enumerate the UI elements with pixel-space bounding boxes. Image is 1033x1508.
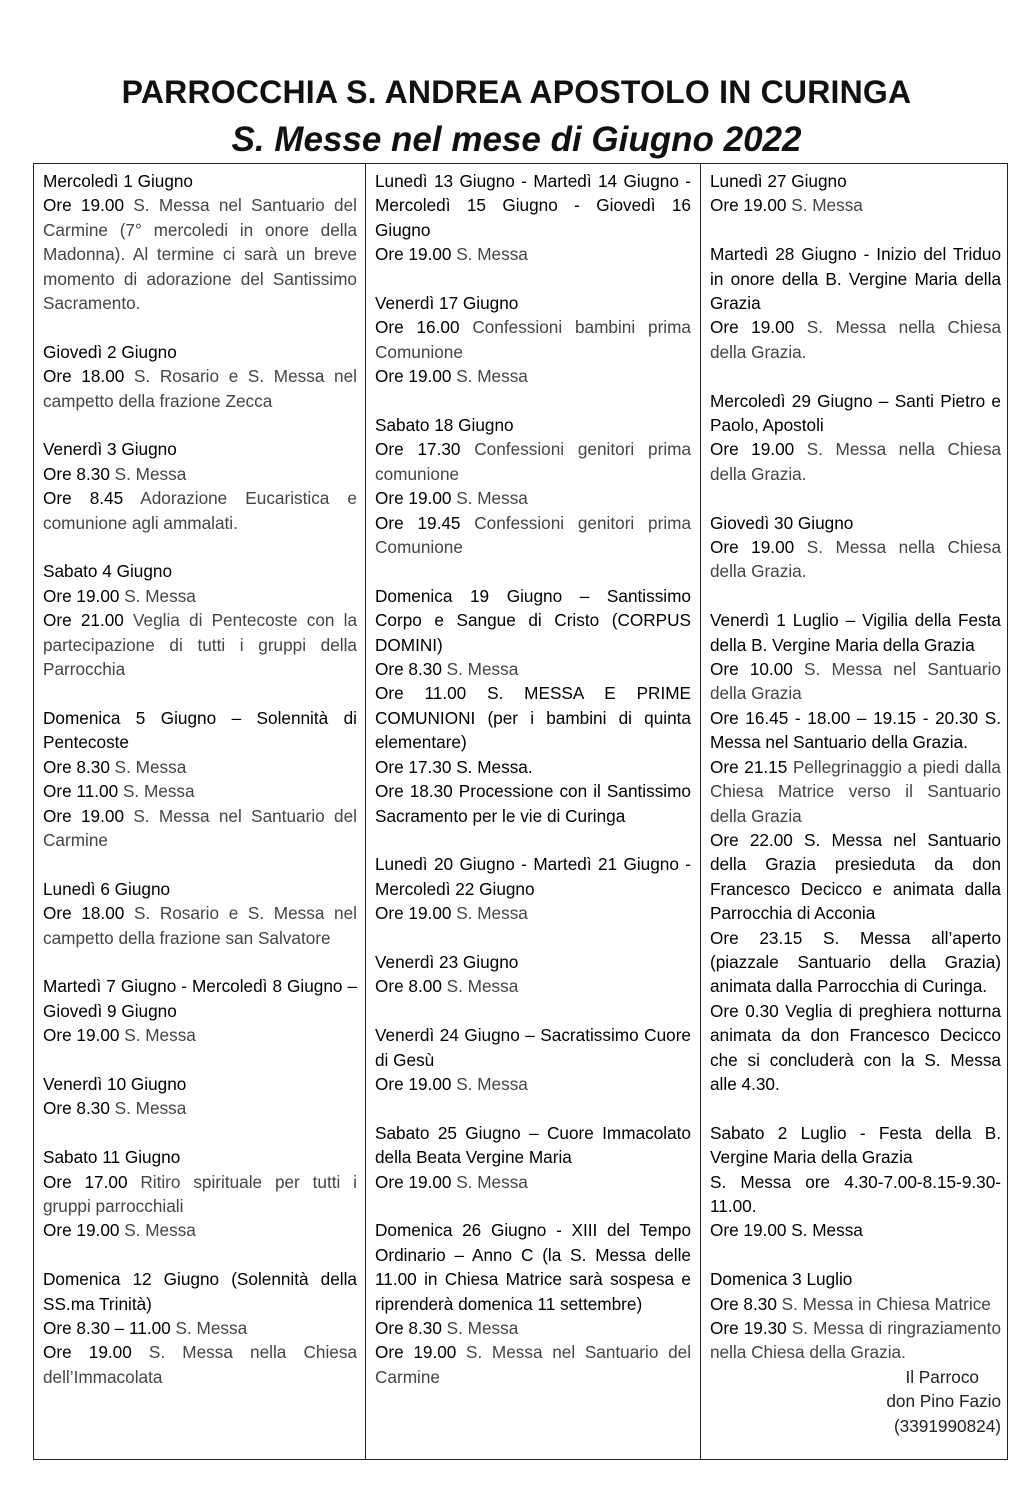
entry-time: Ore 19.00 bbox=[710, 317, 795, 338]
entry-time: Ore 17.00 bbox=[43, 1171, 128, 1192]
entry-time: Ore 19.30 bbox=[710, 1318, 787, 1338]
schedule-entry bbox=[710, 608, 1001, 1096]
entry-text: S. Messa in Chiesa Matrice bbox=[776, 1293, 991, 1314]
entry-line bbox=[375, 657, 691, 681]
schedule-entry bbox=[43, 1072, 357, 1121]
entry-time: Ore 19.00 bbox=[375, 1073, 452, 1094]
entry-time: Ore 19.00 bbox=[710, 439, 795, 460]
entry-line bbox=[43, 1316, 357, 1340]
entry-line bbox=[43, 1218, 357, 1242]
entry-time: Ore 10.00 bbox=[710, 659, 793, 680]
entry-time: Ore 8.30 bbox=[43, 1098, 110, 1119]
entry-heading: Sabato 11 Giugno bbox=[43, 1147, 181, 1168]
entry-text: S. Messa bbox=[118, 781, 195, 802]
entry-heading: Venerdì 3 Giugno bbox=[43, 439, 177, 460]
entry-line bbox=[375, 315, 691, 364]
entry-line bbox=[375, 486, 691, 510]
entry-spacer bbox=[43, 315, 357, 339]
entry-text: S. Messa nella Chiesa dell’Immacolata bbox=[43, 1342, 357, 1387]
entry-spacer bbox=[375, 389, 691, 413]
schedule-entry bbox=[43, 169, 357, 315]
entry-time: Ore 11.00 S. MESSA E PRIME COMUNIONI (per i bambini di quinta elementare) bbox=[375, 683, 691, 753]
entry-heading: Lunedì 13 Giugno - Martedì 14 Giugno - Mercoledì 15 Giugno - Giovedì 16 Giugno bbox=[375, 171, 691, 240]
entry-text: S. Messa nel Santuario del Carmine bbox=[375, 1342, 692, 1387]
entry-time: Ore 19.00 bbox=[43, 195, 124, 216]
schedule-column-1 bbox=[43, 169, 357, 1389]
entry-spacer bbox=[43, 535, 357, 559]
entry-line bbox=[43, 1170, 357, 1219]
entry-spacer bbox=[375, 1096, 691, 1120]
schedule-entry bbox=[375, 1121, 691, 1194]
schedule-entry bbox=[43, 340, 357, 413]
entry-time: Ore 16.45 - 18.00 – 19.15 - 20.30 S. Messa nel Santuario della Grazia. bbox=[710, 707, 1001, 753]
entry-heading: Sabato 4 Giugno bbox=[43, 561, 173, 582]
entry-line bbox=[710, 193, 1001, 217]
entry-text: S. Messa bbox=[119, 585, 196, 606]
entry-text: Adorazione Eucaristica e comunione agli ammalati. bbox=[43, 488, 357, 533]
entry-time: Ore 8.30 bbox=[375, 1317, 442, 1338]
entry-line bbox=[710, 999, 1001, 1097]
entry-heading: Venerdì 17 Giugno bbox=[375, 293, 519, 314]
entry-spacer bbox=[375, 999, 691, 1023]
entry-time: Ore 8.30 – 11.00 bbox=[43, 1317, 171, 1338]
entry-text: S. Messa di ringraziamento nella Chiesa della Grazia. bbox=[710, 1318, 1001, 1363]
signature-line: don Pino Fazio bbox=[886, 1391, 1001, 1412]
entry-line bbox=[43, 462, 357, 486]
entry-heading: Sabato 2 Luglio - Festa della B. Vergine Maria della Grazia bbox=[710, 1122, 1001, 1168]
schedule-entry bbox=[710, 389, 1001, 487]
entry-text: S. Messa bbox=[451, 366, 528, 387]
entry-text: S. Messa bbox=[451, 488, 528, 509]
entry-line bbox=[43, 608, 357, 681]
entry-text: S. Messa nella Chiesa della Grazia. bbox=[710, 317, 1002, 362]
entry-spacer bbox=[375, 559, 691, 583]
entry-time: Ore 18.00 bbox=[43, 366, 125, 387]
entry-spacer bbox=[43, 1243, 357, 1267]
entry-line bbox=[375, 779, 691, 828]
entry-text: S. Messa bbox=[451, 903, 528, 924]
entry-spacer bbox=[43, 681, 357, 705]
entry-text: S. Messa bbox=[109, 1098, 187, 1119]
entry-text: S. Messa bbox=[786, 195, 863, 216]
entry-line bbox=[710, 315, 1001, 364]
entry-spacer bbox=[375, 828, 691, 852]
entry-line bbox=[375, 511, 691, 560]
entry-time: Ore 19.00 bbox=[710, 195, 787, 216]
entry-spacer bbox=[375, 1194, 691, 1218]
entry-time: Ore 19.00 bbox=[43, 1342, 132, 1363]
entry-time: Ore 19.00 bbox=[43, 1025, 120, 1046]
entry-time: Ore 23.15 S. Messa all’aperto (piazzale Santuario della Grazia) animata dalla Parrocchia di Curinga. bbox=[710, 927, 1001, 997]
entry-line bbox=[43, 779, 357, 803]
schedule-entry bbox=[43, 437, 357, 535]
entry-heading: Martedì 28 Giugno - Inizio del Triduo in onore della B. Vergine Maria della Grazia bbox=[710, 244, 1001, 314]
entry-text: S. Messa nella Chiesa della Grazia. bbox=[710, 537, 1002, 582]
entry-spacer bbox=[710, 1096, 1001, 1120]
schedule-entry bbox=[375, 413, 691, 559]
entry-line bbox=[710, 657, 1001, 706]
entry-text: Veglia di Pentecoste con la partecipazione di tutti i gruppi della Parrocchia bbox=[43, 610, 358, 680]
entry-time: Ore 17.30 bbox=[375, 439, 461, 460]
signature bbox=[710, 1365, 1001, 1438]
entry-text: Confessioni genitori prima comunione bbox=[375, 439, 692, 484]
entry-line bbox=[43, 1340, 357, 1389]
entry-time: Ore 18.30 Processione con il Santissimo Sacramento per le vie di Curinga bbox=[375, 781, 691, 826]
entry-time: Ore 0.30 Veglia di preghiera notturna animata da don Francesco Decicco che si concluderà con la S. Messa alle 4.30. bbox=[710, 1000, 1001, 1094]
entry-time: Ore 19.00 bbox=[710, 537, 795, 558]
schedule-entry bbox=[43, 706, 357, 852]
entry-line bbox=[375, 755, 691, 779]
page-subtitle: S. Messe nel mese di Giugno 2022 bbox=[231, 120, 802, 159]
entry-text: Confessioni genitori prima Comunione bbox=[375, 512, 692, 558]
column-divider bbox=[365, 164, 366, 1459]
entry-time: Ore 8.30 bbox=[43, 463, 110, 484]
entry-line bbox=[710, 828, 1001, 926]
entry-time: Ore 19.00 bbox=[375, 244, 452, 265]
entry-heading: Domenica 12 Giugno (Solennità della SS.ma Trinità) bbox=[43, 1269, 357, 1314]
entry-text: S. Messa bbox=[441, 659, 519, 680]
entry-time: Ore 8.30 bbox=[43, 756, 110, 777]
entry-heading: Venerdì 10 Giugno bbox=[43, 1073, 187, 1094]
entry-line bbox=[375, 364, 691, 388]
entry-text: S. Messa bbox=[119, 1220, 196, 1241]
entry-spacer bbox=[43, 950, 357, 974]
entry-time: Ore 8.30 bbox=[710, 1293, 777, 1314]
entry-time: Ore 19.00 bbox=[375, 1342, 457, 1363]
entry-line bbox=[710, 755, 1001, 828]
schedule-entry bbox=[710, 1267, 1001, 1365]
entry-spacer bbox=[375, 267, 691, 291]
entry-text: S. Messa nel Santuario del Carmine (7° mercoledi in onore della Madonna). Al termine ci sarà un breve momento di adorazione del Santissimo Sacramento. bbox=[43, 195, 357, 314]
entry-text: S. Messa bbox=[109, 463, 187, 484]
entry-text: S. Messa bbox=[170, 1317, 248, 1338]
entry-text: S. Messa bbox=[441, 1317, 519, 1338]
entry-heading: Venerdì 24 Giugno – Sacratissimo Cuore di Gesù bbox=[375, 1025, 691, 1070]
entry-time: Ore 22.00 S. Messa nel Santuario della Grazia presieduta da don Francesco Decicco e animata dalla Parrocchia di Acconia bbox=[710, 829, 1001, 924]
entry-line bbox=[375, 437, 691, 486]
entry-heading: Domenica 26 Giugno - XIII del Tempo Ordinario – Anno C (la S. Messa delle 11.00 in Chiesa Matrice sarà sospesa e riprenderà domenica 11 settembre) bbox=[375, 1220, 691, 1314]
entry-spacer bbox=[43, 1121, 357, 1145]
schedule-entry bbox=[375, 169, 691, 267]
entry-spacer bbox=[710, 584, 1001, 608]
entry-line bbox=[710, 1316, 1001, 1365]
entry-line bbox=[375, 1170, 691, 1194]
schedule-entry bbox=[43, 877, 357, 950]
schedule-column-3 bbox=[710, 169, 1001, 1438]
entry-text: Ritiro spirituale per tutti i gruppi parrocchiali bbox=[43, 1171, 357, 1216]
entry-spacer bbox=[375, 926, 691, 950]
schedule-entry bbox=[375, 584, 691, 828]
entry-text: Confessioni bambini prima Comunione bbox=[375, 317, 691, 362]
schedule-entry bbox=[375, 1218, 691, 1389]
entry-time: S. Messa ore 4.30-7.00-8.15-9.30-11.00. bbox=[710, 1171, 1001, 1216]
entry-text: Pellegrinaggio a piedi dalla Chiesa Matrice verso il Santuario della Grazia bbox=[710, 756, 1001, 826]
schedule-entry bbox=[43, 559, 357, 681]
entry-line bbox=[43, 193, 357, 315]
entry-line bbox=[43, 1096, 357, 1120]
entry-time: Ore 11.00 bbox=[43, 781, 119, 802]
entry-line bbox=[710, 1170, 1001, 1219]
entry-line bbox=[375, 242, 691, 266]
entry-time: Ore 19.00 bbox=[43, 805, 124, 826]
entry-time: Ore 8.00 bbox=[375, 976, 442, 997]
schedule-column-2 bbox=[375, 169, 691, 1389]
entry-line bbox=[43, 486, 357, 535]
entry-time: Ore 19.45 bbox=[375, 512, 461, 533]
schedule-entry bbox=[375, 852, 691, 925]
entry-time: Ore 19.00 bbox=[43, 585, 120, 606]
entry-time: Ore 19.00 bbox=[43, 1220, 120, 1241]
entry-line bbox=[43, 901, 357, 950]
schedule-entry bbox=[710, 511, 1001, 584]
entry-heading: Lunedì 6 Giugno bbox=[43, 878, 171, 899]
schedule-entry bbox=[43, 1145, 357, 1243]
entry-time: Ore 16.00 bbox=[375, 317, 460, 338]
entry-spacer bbox=[43, 413, 357, 437]
entry-text: S. Messa nel Santuario del Carmine bbox=[43, 805, 357, 850]
entry-line bbox=[375, 974, 691, 998]
signature-line: Il Parroco bbox=[905, 1366, 979, 1387]
entry-heading: Lunedì 20 Giugno - Martedì 21 Giugno - Mercoledì 22 Giugno bbox=[375, 854, 691, 899]
entry-heading: Lunedì 27 Giugno bbox=[710, 171, 847, 191]
entry-spacer bbox=[710, 486, 1001, 510]
entry-line bbox=[43, 364, 357, 413]
entry-time: Ore 8.45 bbox=[43, 488, 124, 509]
entry-text: S. Messa bbox=[451, 244, 528, 265]
entry-heading: Domenica 19 Giugno – Santissimo Corpo e Sangue di Cristo (CORPUS DOMINI) bbox=[375, 585, 691, 655]
entry-line bbox=[375, 901, 691, 925]
entry-line bbox=[710, 1218, 1001, 1242]
entry-line bbox=[710, 1292, 1001, 1316]
entry-line bbox=[43, 755, 357, 779]
entry-spacer bbox=[43, 1048, 357, 1072]
entry-heading: Giovedì 30 Giugno bbox=[710, 512, 854, 533]
entry-text: S. Messa nel Santuario della Grazia bbox=[710, 659, 1001, 704]
schedule-entry bbox=[710, 1121, 1001, 1243]
entry-time: Ore 17.30 S. Messa. bbox=[375, 756, 533, 777]
schedule-entry bbox=[710, 169, 1001, 218]
entry-line bbox=[375, 1316, 691, 1340]
entry-line bbox=[375, 681, 691, 754]
entry-time: Ore 19.00 bbox=[375, 366, 452, 387]
entry-line bbox=[710, 706, 1001, 755]
entry-line bbox=[375, 1072, 691, 1096]
entry-heading: Domenica 5 Giugno – Solennità di Pentecoste bbox=[43, 707, 357, 753]
entry-spacer bbox=[710, 1243, 1001, 1267]
schedule-entry bbox=[43, 1267, 357, 1389]
entry-time: Ore 19.00 bbox=[375, 903, 452, 924]
entry-time: Ore 21.15 bbox=[710, 756, 788, 777]
entry-heading: Venerdì 23 Giugno bbox=[375, 951, 519, 972]
entry-time: Ore 19.00 bbox=[375, 1171, 452, 1192]
entry-spacer bbox=[710, 218, 1001, 242]
entry-text: S. Messa nella Chiesa della Grazia. bbox=[710, 439, 1002, 484]
entry-line bbox=[710, 926, 1001, 999]
entry-heading: Sabato 18 Giugno bbox=[375, 415, 514, 436]
schedule-entry bbox=[710, 242, 1001, 364]
entry-line bbox=[43, 584, 357, 608]
schedule-table bbox=[33, 163, 1008, 1460]
entry-spacer bbox=[710, 364, 1001, 388]
entry-time: Ore 21.00 bbox=[43, 610, 124, 631]
entry-heading: Venerdì 1 Luglio – Vigilia della Festa della B. Vergine Maria della Grazia bbox=[710, 610, 1001, 655]
entry-line bbox=[710, 437, 1001, 486]
entry-line bbox=[43, 1023, 357, 1047]
entry-heading: Sabato 25 Giugno – Cuore Immacolato della Beata Vergine Maria bbox=[375, 1122, 691, 1168]
entry-heading: Mercoledì 1 Giugno bbox=[43, 171, 193, 191]
entry-heading: Domenica 3 Luglio bbox=[710, 1269, 853, 1290]
entry-text: S. Rosario e S. Messa nel campetto della frazione san Salvatore bbox=[43, 903, 357, 948]
page-title: PARROCCHIA S. ANDREA APOSTOLO IN CURINGA bbox=[121, 74, 912, 110]
entry-heading: Martedì 7 Giugno - Mercoledì 8 Giugno – Giovedì 9 Giugno bbox=[43, 976, 357, 1021]
entry-line bbox=[375, 1340, 691, 1389]
entry-spacer bbox=[43, 852, 357, 876]
schedule-entry bbox=[375, 291, 691, 389]
entry-time: Ore 18.00 bbox=[43, 903, 125, 924]
schedule-entry bbox=[43, 974, 357, 1047]
entry-heading: Giovedì 2 Giugno bbox=[43, 341, 177, 362]
schedule-entry bbox=[375, 950, 691, 999]
entry-heading: Mercoledì 29 Giugno – Santi Pietro e Paolo, Apostoli bbox=[710, 390, 1001, 436]
entry-text: S. Messa bbox=[119, 1025, 196, 1046]
entry-time: Ore 8.30 bbox=[375, 659, 442, 680]
entry-text: S. Messa bbox=[441, 976, 519, 997]
entry-text: S. Messa bbox=[109, 756, 187, 777]
entry-text: S. Messa bbox=[451, 1171, 528, 1192]
schedule-entry bbox=[375, 1023, 691, 1096]
entry-time: Ore 19.00 S. Messa bbox=[710, 1220, 863, 1241]
entry-line bbox=[43, 804, 357, 853]
entry-line bbox=[710, 535, 1001, 584]
entry-text: S. Messa bbox=[451, 1073, 528, 1094]
column-divider bbox=[700, 164, 701, 1459]
signature-line: (3391990824) bbox=[893, 1415, 1001, 1436]
entry-time: Ore 19.00 bbox=[375, 488, 452, 509]
entry-text: S. Rosario e S. Messa nel campetto della frazione Zecca bbox=[43, 366, 357, 411]
